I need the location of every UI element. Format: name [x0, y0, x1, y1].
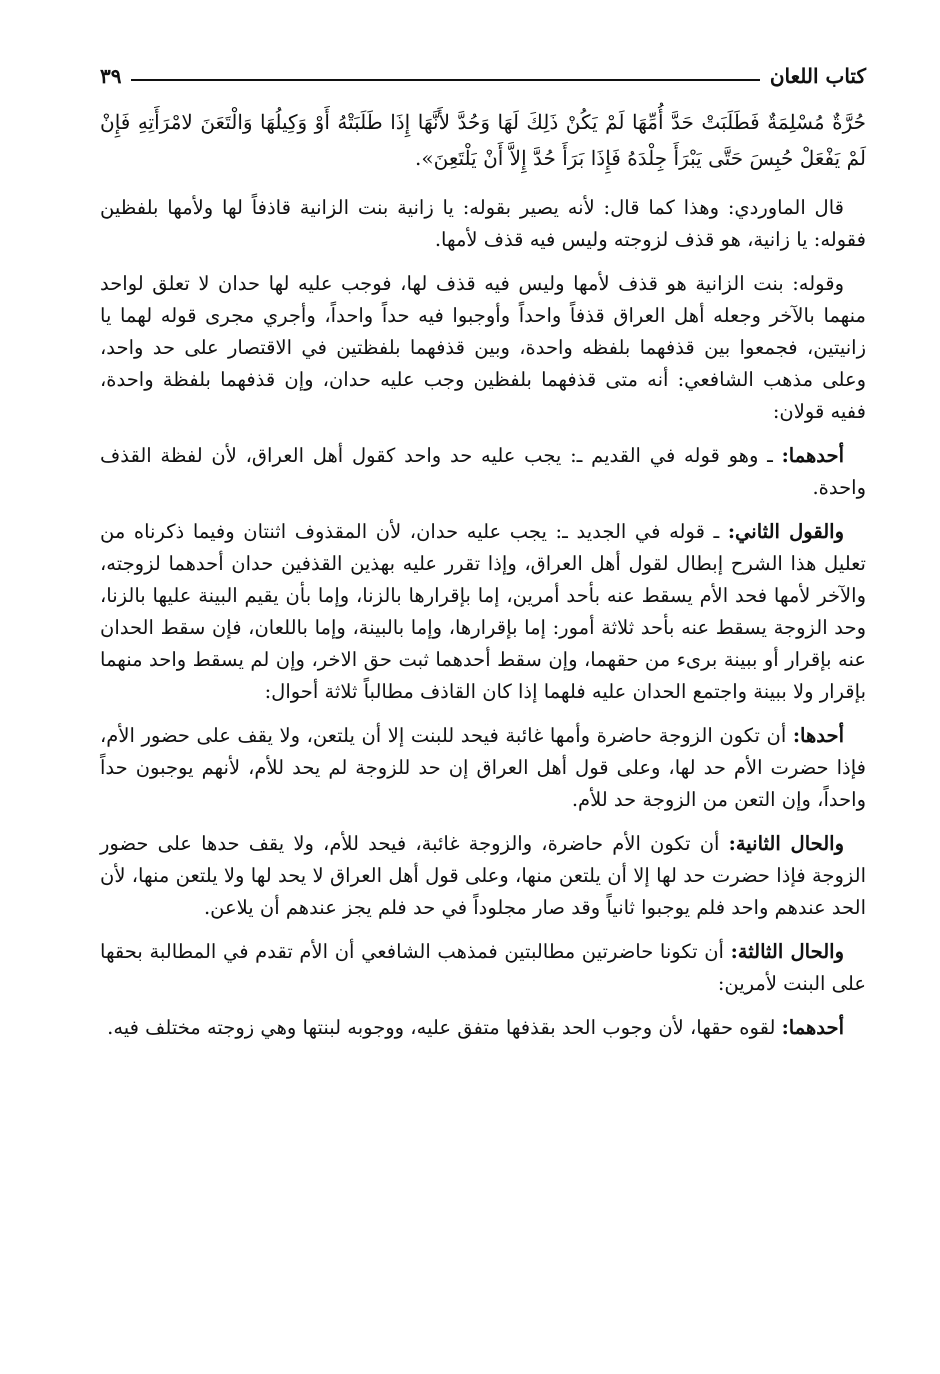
- paragraph: [100, 1012, 866, 1044]
- paragraph-text: لقوه حقها، لأن وجوب الحد بقذفها متفق عليه، ووجوبه لبنتها وهي زوجته مختلف فيه.: [107, 1016, 776, 1039]
- paragraph: [100, 440, 866, 504]
- paragraph-text: ـ وهو قوله في القديم ـ: يجب عليه حد واحد كقول أهل العراق، لأن لفظة القذف واحدة.: [100, 444, 866, 499]
- paragraph-text: وقوله: بنت الزانية هو قذف لأمها وليس فيه قذف لها، فوجب عليه لها حدان لا تعلق لواحد منهما بالآخر وجعله أهل العراق قذفاً واحداً وأوجبوا فيه حداً واحداً، وأجري مجرى قوله لهما يا زانيتين، فجمعوا بين قذفهما بلفظه واحدة، وبين قذفهما بلفظتين في الاقتصار على حد واحد، وعلى مذهب الشافعي: أنه متى قذفهما بلفظين وجب عليه حدان، وإن قذفهما بلفظة واحدة، ففيه قولان:: [100, 272, 866, 423]
- page-header: [100, 56, 866, 96]
- paragraph-lead: والقول الثاني:: [727, 520, 845, 543]
- paragraph-text: قال الماوردي: وهذا كما قال: لأنه يصير بقوله: يا زانية بنت الزانية قاذفاً لها ولأمها بلفظين فقوله: يا زانية، هو قذف لزوجته وليس فيه قذف لأمها.: [100, 196, 866, 251]
- hadith-text: [100, 104, 866, 176]
- paragraph: [100, 268, 866, 428]
- paragraph-lead: والحال الثالثة:: [730, 940, 844, 963]
- header-rule: [131, 79, 759, 81]
- paragraph: [100, 936, 866, 1000]
- paragraph: [100, 720, 866, 816]
- paragraph-lead: أحدهما:: [781, 444, 844, 467]
- paragraph-lead: والحال الثانية:: [728, 832, 844, 855]
- paragraph: [100, 828, 866, 924]
- page-body: [100, 104, 866, 1044]
- paragraph: [100, 516, 866, 708]
- paragraph-text: أن تكون الأم حاضرة، والزوجة غائبة، فيحد للأم، ولا يقف حدها على حضور الزوجة فإذا حضرت حد لها إلا أن يلتعن منها، وعلى قول أهل العراق لا يحد لها ولا يلتعن منها، لأن الحد عندهم واحد فلم يوجبوا ثانياً وقد صار مجلوداً في حد فلم يجز عندهم أن يلاعن.: [100, 832, 866, 919]
- paragraph-lead: أحدهما:: [781, 1016, 844, 1039]
- paragraph-lead: أحدها:: [792, 724, 844, 747]
- page-number: ٣٩: [100, 64, 122, 88]
- paragraph-text: أن تكون الزوجة حاضرة وأمها غائبة فيحد للبنت إلا أن يلتعن، ولا يقف على حضور الأم، فإذا حضرت الأم حد لها، وعلى قول أهل العراق إن حد للزوجة لم يحد للأم، لأنهم يوجبون حداً واحداً، وإن التعن من الزوجة حد للأم.: [100, 724, 866, 811]
- paragraph: [100, 192, 866, 256]
- running-title: كتاب اللعان: [769, 64, 866, 88]
- paragraph-text: أن تكونا حاضرتين مطالبتين فمذهب الشافعي أن الأم تقدم في المطالبة بحقها على البنت لأمرين:: [100, 940, 866, 995]
- paragraph-text: حُرَّةٌ مُسْلِمَةٌ فَطَلَبَتْ حَدَّ أُمِّهَا لَمْ يَكُنْ ذَلِكَ لَهَا وَحُدَّ لأَنَّهَا إِذَا طَلَبَتْهُ أَوْ وَكِيلُهَا وَالْتَعَنَ لامْرَأَتِهِ فَإِنْ لَمْ يَفْعَلْ حُبِسَ حَتَّى يَبْرَأَ جِلْدَهُ فَإِذَا بَرَأَ حُدَّ إِلاَّ أَنْ يَلْتَعِنَ».: [100, 110, 866, 170]
- paragraph-text: ـ قوله في الجديد ـ: يجب عليه حدان، لأن المقذوف اثنتان وفيما ذكرناه من تعليل هذا الشرح إبطال لقول أهل العراق، وإذا تقرر عليه بهذين القذفين حدان أحدهما لزوجته، والآخر لأمها فحد الأم يسقط عنه بأحد أمرين، إما بإقرارها بالزنا، وإما بأن يقيم البينة عليها بالزنا، وحد الزوجة يسقط عنه بأحد ثلاثة أمور: إما بإقرارها، وإما بالبينة، وإما باللعان، فإن سقط الحدان عنه بإقرار أو ببينة برىء من حقهما، وإن سقط أحدهما ثبت حق الاخر، وإن لم يسقط واحد منهما بإقرار ولا ببينة واجتمع الحدان عليه فلهما إذا كان القاذف مطالباً ثلاثة أحوال:: [100, 520, 866, 703]
